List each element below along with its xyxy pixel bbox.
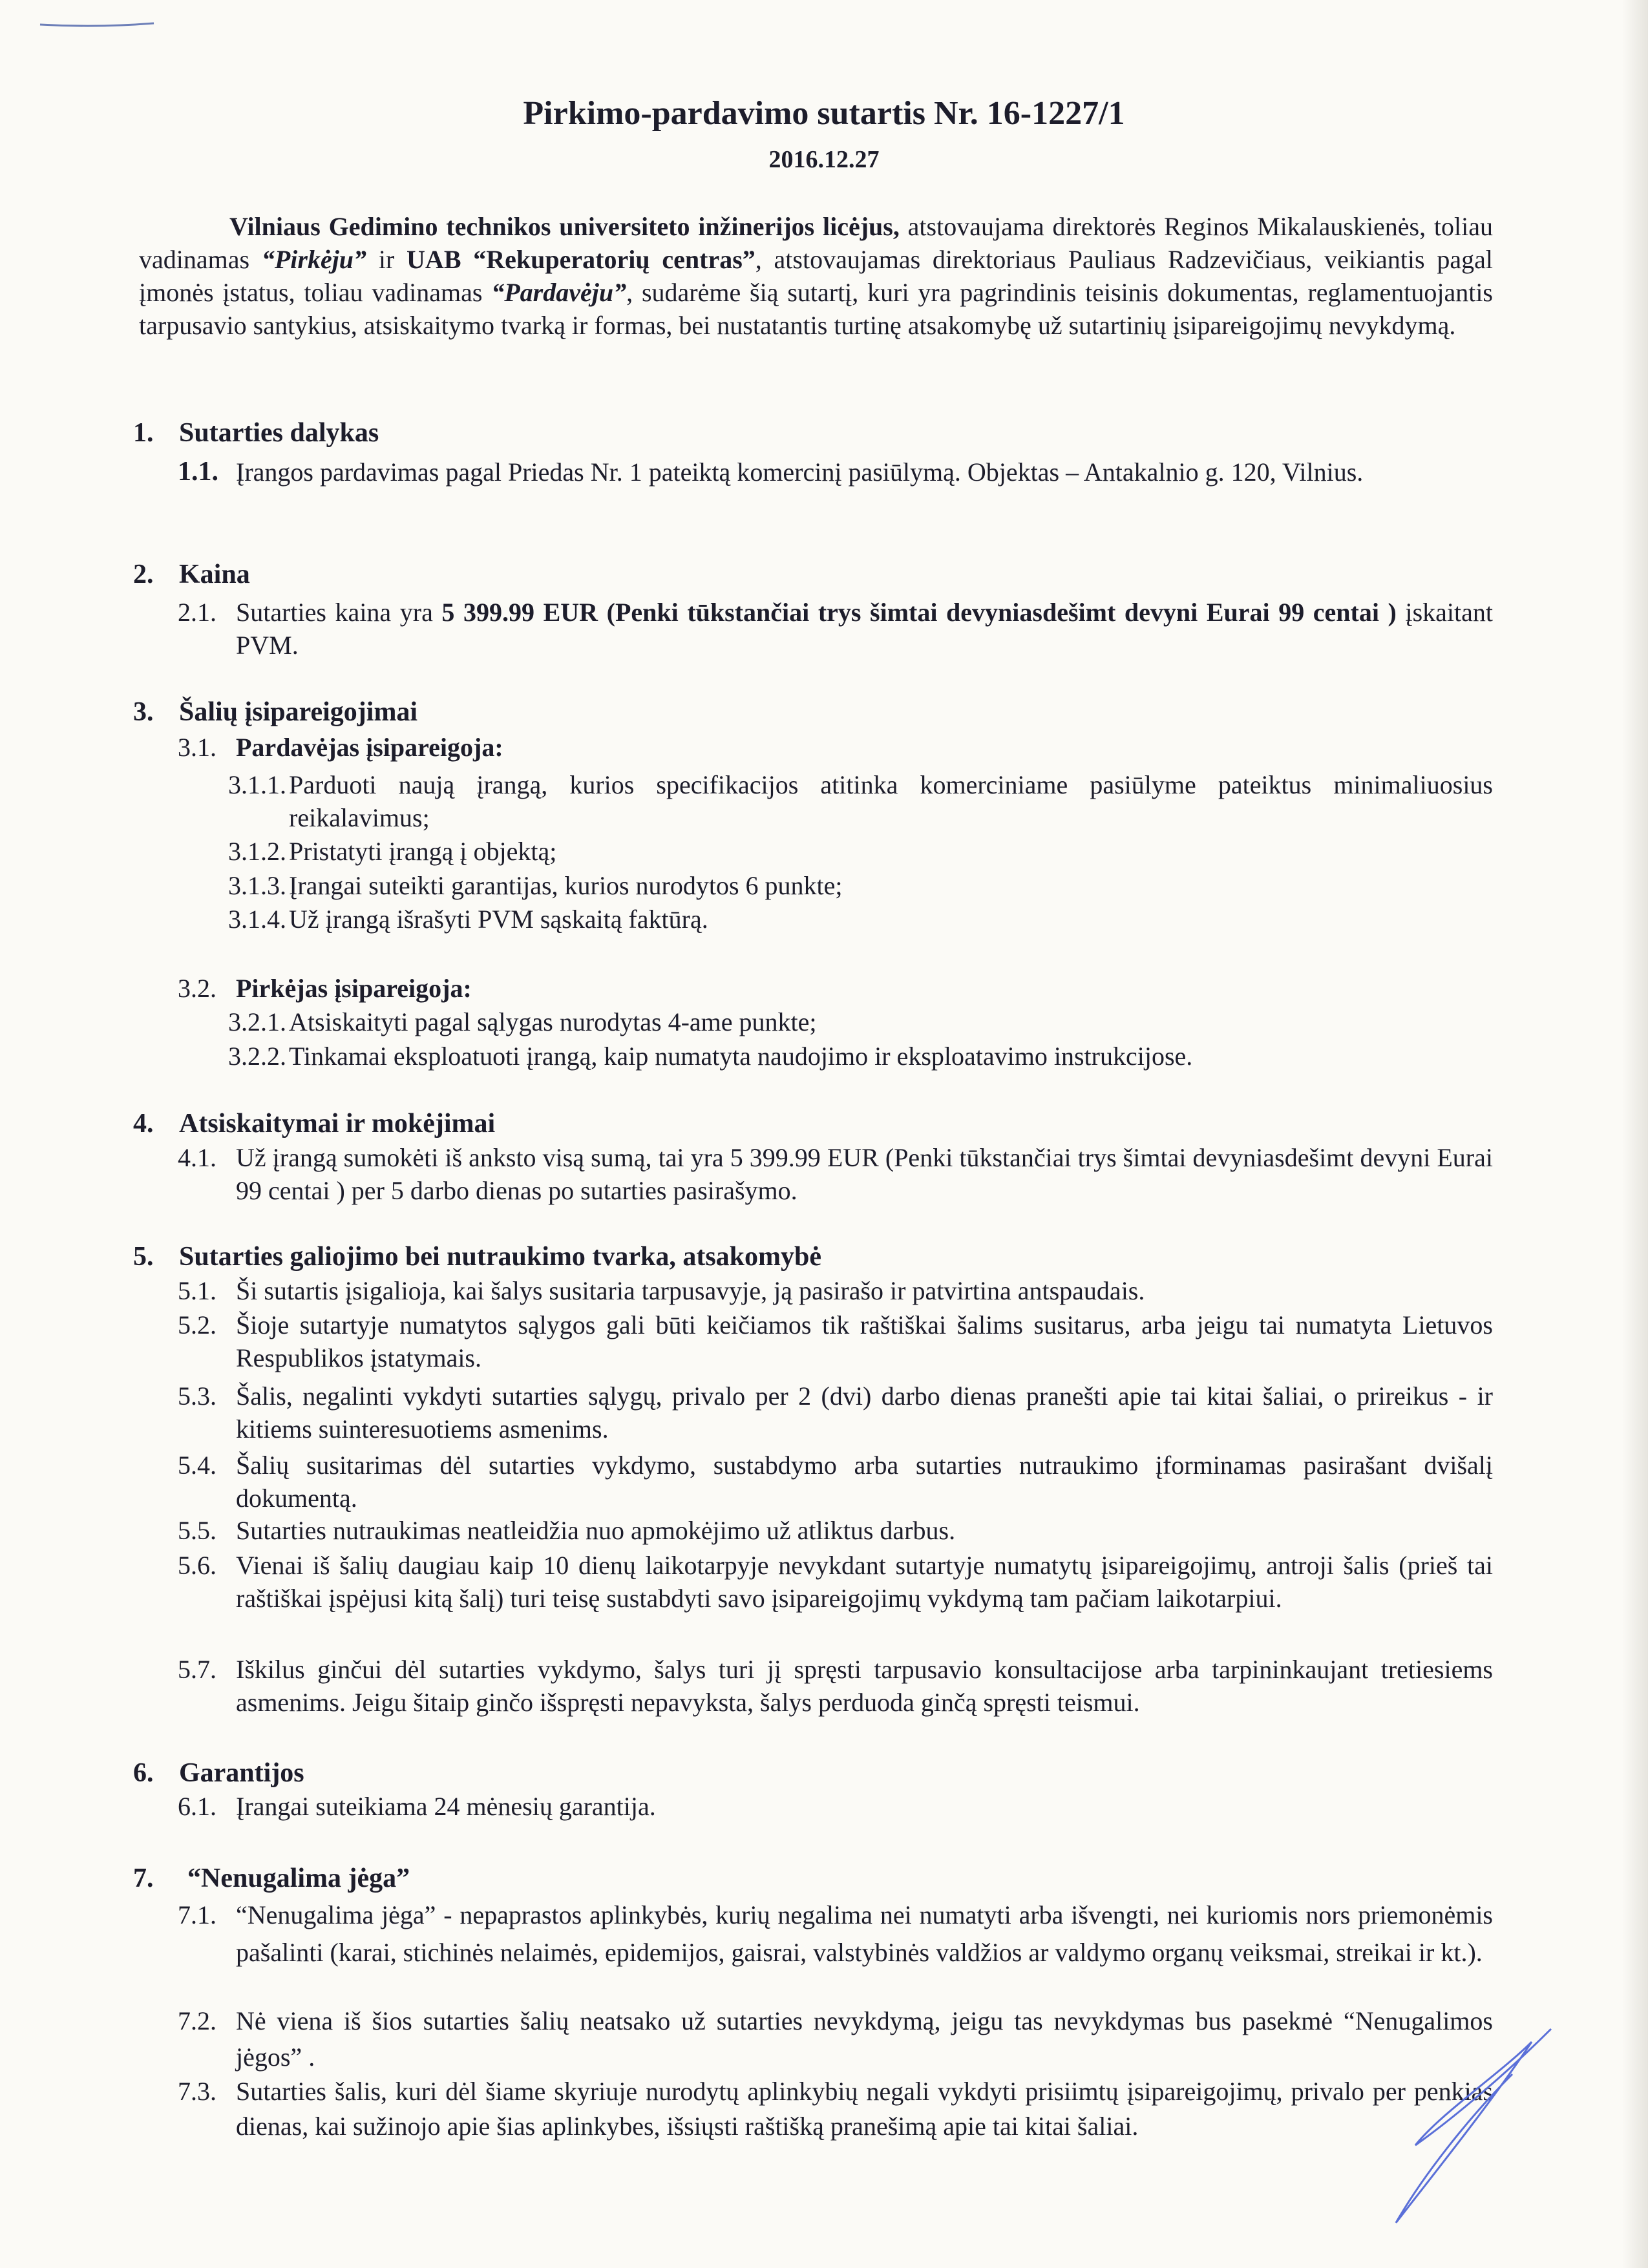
section-number: 6.	[133, 1758, 154, 1788]
scan-mark	[39, 22, 155, 28]
section-title: Sutarties dalykas	[179, 418, 379, 448]
clause-text: Šalis, negalinti vykdyti sutarties sąlygų, privalo per 2 (dvi) darbo dienas pranešti apie tai kitai šaliai, o prireikus - ir kitiems suinteresuotiems asmenims.	[236, 1381, 1493, 1444]
clause-text: “Nenugalima jėga” - nepaprastos aplinkybės, kurių negalima nei numatyti arba išvengti, nei kuriomis nors priemonėmis pašalinti (karai, stichinės nelaimės, epidemijos, gaisrai, valstybinės valdžios ar valdymo organų veiksmai, streikai ir kt.).	[236, 1900, 1493, 1967]
subclause	[228, 903, 1493, 936]
clause-number: 3.1.1.	[228, 770, 286, 799]
section-heading	[133, 696, 417, 729]
clause-number: 5.7.	[178, 1655, 217, 1684]
section-heading	[133, 417, 379, 450]
clause	[178, 2074, 1493, 2144]
clause-text: Sutarties šalis, kuri dėl šiame skyriuje nurodytų aplinkybių negali vykdyti prisiimtų įsipareigojimų, privalo per penkias dienas, kai sužinojo apie šias aplinkybes, išsiųsti raštišką pranešimą apie tai kitai šaliai.	[236, 2077, 1493, 2141]
clause-number: 7.2.	[178, 2006, 217, 2035]
subclause	[228, 869, 1493, 902]
clause-number: 3.1.4.	[228, 905, 286, 934]
buyer-alias: “Pirkėju”	[261, 245, 367, 274]
clause	[178, 972, 1493, 1005]
clause-number: 5.2.	[178, 1310, 217, 1339]
intro-text: , sudarėme šią sutartį, kuri yra pagrindinis teisinis dokumentas, reglamentuojantis tarpusavio santykius, atsiskaitymo tvarką ir formas, bei nustatantis turtinę atsakomybę už sutartinių įsipareigojimų nevykdymą.	[139, 278, 1493, 340]
document-title: Pirkimo-pardavimo sutartis Nr. 16-1227/1	[523, 95, 1125, 132]
section-title: Garantijos	[179, 1758, 304, 1788]
section-heading	[133, 1108, 495, 1140]
clause-number: 3.1.2.	[228, 837, 286, 866]
clause-text: Įrangai suteikiama 24 mėnesių garantija.	[236, 1792, 656, 1821]
signature-initials	[1364, 2016, 1558, 2236]
clause-text: Pirkėjas įsipareigoja:	[236, 974, 472, 1003]
intro-paragraph	[139, 210, 1493, 342]
section-title: “Nenugalima jėga”	[187, 1864, 410, 1893]
clause	[178, 1896, 1493, 1971]
clause	[178, 596, 1493, 662]
clause-text: Ši sutartis įsigalioja, kai šalys susitaria tarpusavyje, ją pasirašo ir patvirtina antspaudais.	[236, 1276, 1145, 1305]
clause-number: 2.1.	[178, 598, 217, 627]
section-number: 7.	[133, 1864, 154, 1893]
clause	[178, 2003, 1493, 2075]
price-label: Sutarties kaina yra	[236, 598, 442, 627]
clause	[178, 1514, 1493, 1547]
subclause	[228, 768, 1493, 834]
clause-text: Tinkamai eksploatuoti įrangą, kaip numatyta naudojimo ir eksploatavimo instrukcijose.	[289, 1042, 1193, 1071]
intro-text: , atstovaujamas direktoriaus Pauliaus Radzevičiaus, veikiantis pagal įmonės įstatus, toliau vadinamas	[139, 245, 1493, 307]
section-number: 2.	[133, 560, 154, 589]
clause-number: 3.1.	[178, 733, 217, 762]
clause-number: 3.2.1.	[228, 1007, 286, 1036]
scan-edge-shadow	[1622, 0, 1648, 2268]
clause-text: Įrangai suteikti garantijas, kurios nurodytos 6 punkte;	[289, 871, 843, 900]
subclause	[228, 1005, 1493, 1038]
clause-text: Iškilus ginčui dėl sutarties vykdymo, šalys turi jį spręsti tarpusavio konsultacijose arba tarpininkaujant tretiesiems asmenims. Jeigu šitaip ginčo išspręsti nepavyksta, šalys perduoda ginčą spręsti teismui.	[236, 1655, 1493, 1717]
section-heading	[133, 1862, 410, 1895]
section-number: 5.	[133, 1242, 154, 1272]
buyer-org: Vilniaus Gedimino technikos universiteto inžinerijos licėjus,	[229, 212, 900, 241]
clause-number: 6.1.	[178, 1792, 217, 1821]
clause-number: 3.2.	[178, 974, 217, 1003]
section-title: Atsiskaitymai ir mokėjimai	[179, 1109, 496, 1139]
clause	[178, 1380, 1493, 1445]
clause-number: 7.3.	[178, 2077, 217, 2106]
intro-text: atstovaujama direktorės Reginos Mikalauskienės, toliau vadinamas	[139, 212, 1493, 274]
clause-number: 4.1.	[178, 1143, 217, 1172]
subclause	[228, 1040, 1493, 1073]
section-number: 1.	[133, 418, 154, 448]
section-title: Šalių įsipareigojimai	[179, 697, 418, 727]
clause-number: 5.5.	[178, 1516, 217, 1545]
section-heading	[133, 1241, 821, 1274]
clause	[178, 1653, 1493, 1719]
clause-number: 1.1.	[178, 457, 218, 487]
clause-text: Įrangos pardavimas pagal Priedas Nr. 1 pateiktą komercinį pasiūlymą. Objektas – Antakalnio g. 120, Vilnius.	[236, 457, 1364, 487]
clause-number: 5.3.	[178, 1381, 217, 1411]
clause-number: 3.1.3.	[228, 871, 286, 900]
seller-alias: “Pardavėju”	[491, 278, 627, 307]
seller-org: UAB “Rekuperatorių centras”	[407, 245, 755, 274]
clause	[178, 1274, 1493, 1307]
subclause	[228, 835, 1493, 868]
price-suffix: įskaitant PVM.	[236, 598, 1493, 660]
price-value: 5 399.99 EUR (Penki tūkstančiai trys šimtai devyniasdešimt devyni Eurai 99 centai )	[441, 598, 1397, 627]
clause	[178, 1790, 1493, 1823]
clause-text: Atsiskaityti pagal sąlygas nurodytas 4-ame punkte;	[289, 1007, 817, 1036]
clause-text: Parduoti naują įrangą, kurios specifikacijos atitinka komerciniame pasiūlyme pateiktus minimaliuosius reikalavimus;	[289, 770, 1493, 832]
intro-text: ir	[366, 245, 407, 274]
section-number: 3.	[133, 697, 154, 727]
clause-text: Už įrangą išrašyti PVM sąskaitą faktūrą.	[289, 905, 708, 934]
clause-text: Vienai iš šalių daugiau kaip 10 dienų laikotarpyje nevykdant sutartyje numatytų įsipareigojimų, antroji šalis (prieš tai raštiškai įspėjusi kitą šalį) turi teisę sustabdyti savo įsipareigojimų vykdymą tam pačiam laikotarpiui.	[236, 1551, 1493, 1613]
clause-text: Šalių susitarimas dėl sutarties vykdymo, sustabdymo arba sutarties nutraukimo įforminamas pasirašant dvišalį dokumentą.	[236, 1451, 1493, 1513]
section-heading	[133, 558, 250, 591]
clause-text	[236, 596, 1493, 662]
clause-text: Pristatyti įrangą į objektą;	[289, 837, 557, 866]
clause-text: Šioje sutartyje numatytos sąlygos gali būti keičiamos tik raštiškai šalims susitarus, arba jeigu tai numatyta Lietuvos Respublikos įstatymais.	[236, 1310, 1493, 1372]
clause-text: Sutarties nutraukimas neatleidžia nuo apmokėjimo už atliktus darbus.	[236, 1516, 956, 1545]
clause	[178, 1141, 1493, 1207]
clause-number: 5.1.	[178, 1276, 217, 1305]
document-date: 2016.12.27	[768, 146, 880, 173]
section-number: 4.	[133, 1109, 154, 1139]
clause	[178, 456, 1493, 488]
clause-number: 7.1.	[178, 1900, 217, 1929]
section-title: Kaina	[179, 560, 250, 589]
clause	[178, 1549, 1493, 1615]
clause	[178, 1449, 1493, 1515]
clause-number: 3.2.2.	[228, 1042, 286, 1071]
clause	[178, 731, 1493, 764]
section-title: Sutarties galiojimo bei nutraukimo tvarka, atsakomybė	[179, 1242, 822, 1272]
clause-number: 5.4.	[178, 1451, 217, 1480]
section-heading	[133, 1757, 304, 1790]
clause-text: Nė viena iš šios sutarties šalių neatsako už sutarties nevykdymą, jeigu tas nevykdymas bus pasekmė “Nenugalimos jėgos” .	[236, 2006, 1493, 2072]
clause-text: Pardavėjas įsipareigoja:	[236, 733, 503, 762]
clause-number: 5.6.	[178, 1551, 217, 1580]
clause-text: Už įrangą sumokėti iš anksto visą sumą, tai yra 5 399.99 EUR (Penki tūkstančiai trys šimtai devyniasdešimt devyni Eurai 99 centai ) per 5 darbo dienas po sutarties pasirašymo.	[236, 1143, 1493, 1205]
clause	[178, 1308, 1493, 1374]
